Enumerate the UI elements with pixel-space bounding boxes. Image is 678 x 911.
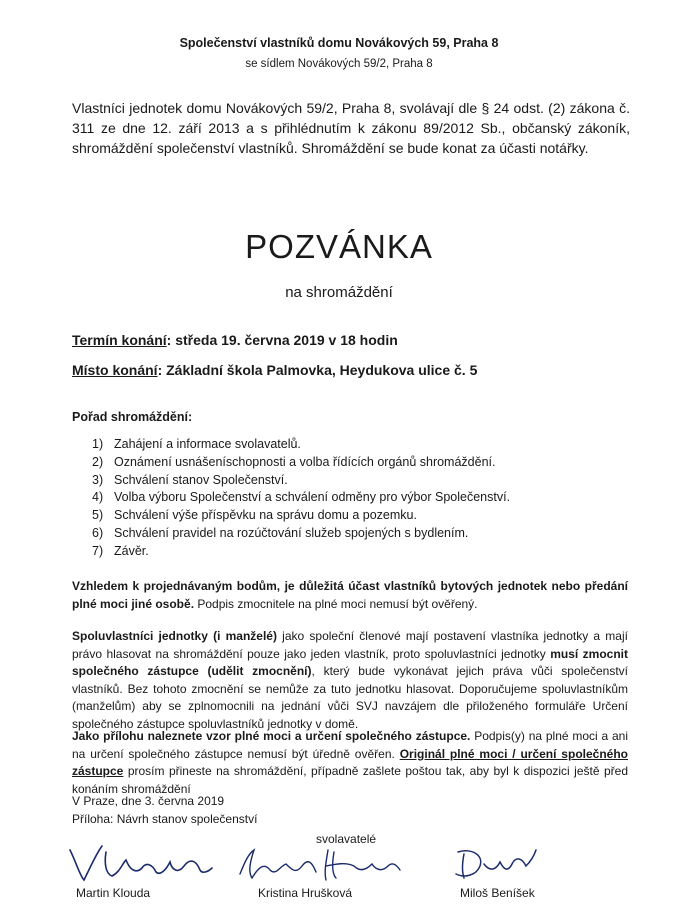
conveners-label: svolavatelé <box>316 832 377 846</box>
agenda-heading: Pořad shromáždění: <box>72 410 193 424</box>
signature-klouda <box>66 842 216 886</box>
agenda-item: 4) Volba výboru Společenství a schválení odměny pro výbor Společenství. <box>92 490 511 505</box>
signatory-name: Kristina Hrušková <box>258 886 353 900</box>
meeting-place-label: Místo konání <box>72 362 158 378</box>
agenda-item: 3) Schválení stanov Společenství. <box>92 472 288 487</box>
signature-benisek <box>450 846 540 884</box>
meeting-place-value: : Základní škola Palmovka, Heydukova ulice č. 5 <box>157 362 478 378</box>
agenda-item: 5) Schválení výše příspěvku na správu domu a pozemku. <box>92 508 417 523</box>
co-owners-paragraph: Spoluvlastníci jednotky (i manželé) jako společní členové mají postavení vlastníka jednotky a mají právo hlasovat na shromáždění pouze jako jeden vlastník, proto spoluvlastníci jednotky musí zmocnit společného zástupce (udělit zmocnění), který bude vykonávat jejich práva vůči společenství vlastníků. Bez tohoto zmocnění se nemůže za tuto jednotku hlasovat. Doporučujeme spoluvlastníkům (manželům) aby se zplnomocnili na jednání vůči SVJ navzájem dle přiloženého formuláře Určení společného zástupce spoluvlastníků jednotky v domě. <box>72 629 628 731</box>
organization-name: Společenství vlastníků domu Novákových 59, Praha 8 <box>179 36 499 50</box>
meeting-date-label: Termín konání <box>72 332 167 348</box>
document-subtitle: na shromáždění <box>285 284 393 301</box>
place-and-date: V Praze, dne 3. června 2019 <box>72 794 225 808</box>
signatory-name: Martin Klouda <box>76 886 151 900</box>
signatory-name: Miloš Beníšek <box>460 886 535 900</box>
attachment-paragraph: Jako přílohu naleznete vzor plné moci a určení společného zástupce. Podpis(y) na plné moci a ani na určení společného zástupce nemusí být úředně ověřen. Originál plné moci / určení společného zástupce prosím přineste na shromáždění, případně zašlete poštou tak, aby byl k dispozici ještě před konáním shromáždění <box>72 729 628 796</box>
attachment-note: Příloha: Návrh stanov společenství <box>72 812 258 826</box>
meeting-date-value: : středa 19. června 2019 v 18 hodin <box>166 332 398 348</box>
intro-paragraph: Vlastníci jednotek domu Novákových 59/2, Praha 8, svolávají dle § 24 odst. (2) zákona č. 311 ze dne 12. září 2013 a s přihlédnutím k zákonu 89/2012 Sb., občanský zákoník, shromáždění společenství vlastníků. Shromáždění se bude konat za účasti notářky. <box>72 100 630 156</box>
participation-paragraph: Vzhledem k projednávaným bodům, je důležitá účast vlastníků bytových jednotek nebo předání plné moci jiné osobě. Podpis zmocnitele na plné moci nemusí být ověřený. <box>72 579 628 611</box>
agenda-item: 1) Zahájení a informace svolavatelů. <box>92 437 301 451</box>
agenda-item: 6) Schválení pravidel na rozúčtování služeb spojených s bydlením. <box>92 525 469 540</box>
meeting-place <box>72 362 477 378</box>
agenda-item: 2) Oznámení usnášeníschopnosti a volba řídících orgánů shromáždění. <box>92 454 496 469</box>
document-title: POZVÁNKA <box>245 228 433 265</box>
agenda-list <box>92 436 510 561</box>
signature-hruskova <box>236 844 406 886</box>
organization-seat: se sídlem Novákových 59/2, Praha 8 <box>245 58 433 70</box>
agenda-item: 7) Závěr. <box>92 543 149 558</box>
meeting-date <box>72 332 398 348</box>
